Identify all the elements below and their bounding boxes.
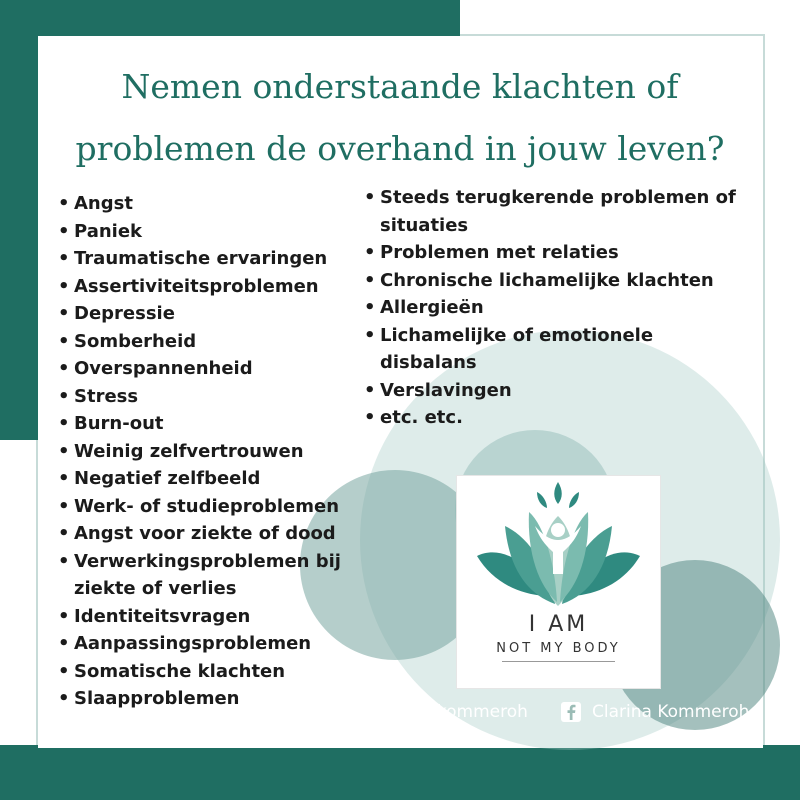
list-item: • Werk- of studieproblemen [58, 495, 340, 517]
lotus-figure-icon [457, 476, 660, 612]
facebook-icon [560, 701, 582, 723]
background-teal-bottom [0, 745, 800, 800]
list-item: • Negatief zelfbeeld [58, 468, 261, 489]
instagram-handle[interactable] [345, 700, 528, 724]
instagram-icon [345, 701, 367, 723]
list-item: • Chronische lichamelijke klachten [364, 269, 714, 291]
list-item: • Burn-out [58, 413, 164, 434]
list-item: • Stress [58, 385, 139, 407]
list-item: • Verslavingen [364, 379, 512, 401]
list-item: • Problemen met relaties [364, 242, 619, 263]
complaints-list-left [58, 190, 358, 713]
facebook-label: Clarina Kommeroh [592, 702, 750, 722]
list-item: • Overspannenheid [58, 358, 253, 379]
complaints-list-right [364, 184, 754, 432]
title-line-1: Nemen onderstaande klachten of [121, 67, 679, 106]
list-item: • Verwerkingsproblemen bij ziekte of verlies [58, 550, 341, 599]
list-item: • Paniek [58, 220, 143, 242]
list-item: • Steeds terugkerende problemen of situaties [364, 187, 736, 236]
logo [457, 476, 660, 688]
page-title [40, 56, 760, 180]
list-item: • Traumatische ervaringen [58, 248, 328, 269]
list-item: • Aanpassingsproblemen [58, 633, 312, 654]
list-item: • Somatische klachten [58, 660, 286, 682]
instagram-label: Clarinakommeroh [377, 702, 528, 722]
list-item: • Weinig zelfvertrouwen [58, 440, 304, 462]
list-item: • etc. etc. [364, 407, 463, 428]
logo-divider [502, 661, 615, 662]
list-item: • Angst [58, 193, 133, 214]
list-item: • Somberheid [58, 330, 197, 352]
list-item: • Slaapproblemen [58, 688, 240, 709]
list-item: • Assertiviteitsproblemen [58, 275, 319, 297]
facebook-handle[interactable] [560, 700, 749, 724]
list-item: • Depressie [58, 303, 175, 324]
logo-text-i-am: I AM [528, 612, 589, 637]
list-item: • Lichamelijke of emotionele disbalans [364, 324, 654, 373]
list-item: • Identiteitsvragen [58, 605, 251, 627]
logo-text-not-my-body: NOT MY BODY [496, 641, 621, 656]
list-item: • Allergieën [364, 297, 484, 318]
title-line-2: problemen de overhand in jouw leven? [75, 129, 725, 168]
list-item: • Angst voor ziekte of dood [58, 523, 336, 544]
